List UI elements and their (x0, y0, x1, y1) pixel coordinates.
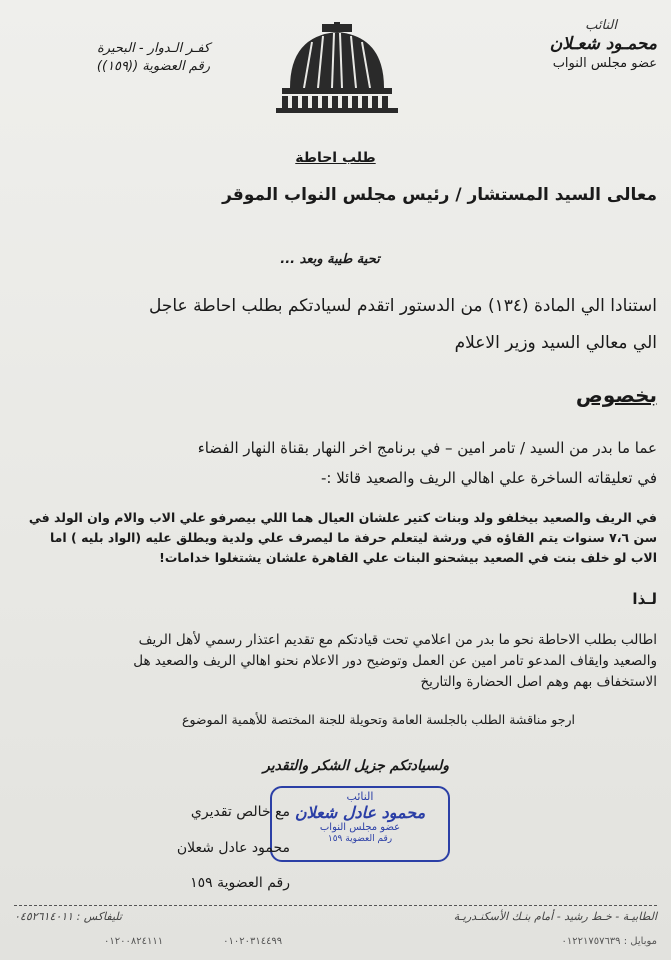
header-membership-number: رقم العضوية ((١٥٩)) (96, 59, 210, 75)
paragraph-demands-line-1: اطالب بطلب الاحاطة نحو ما بدر من اعلامي تحت قيادتكم مع تقديم اعتذار رسمي لأهل الريف (138, 632, 657, 648)
signature-name: محمود عادل شعلان (176, 839, 290, 856)
signature-block (120, 795, 290, 902)
parliament-dome-icon (262, 22, 412, 114)
subject-heading: بخصوص (575, 383, 657, 407)
paragraph-demands-line-2: والصعيد وايقاف المدعو تامر امين عن العمل وتوضيح دور الاعلام نحنو اهالي الريف والصعيد هل (133, 652, 657, 669)
quoted-statement-line-3: الاب لو خلف بنت في الصعيد بيشحنو البنات علي القاهرة علشان يشتغلوا خدامات! (159, 550, 657, 565)
paragraph-intro-line-1: استنادا الي المادة (١٣٤) من الدستور اتقدم لسيادتكم بطلب احاطة عاجل (148, 296, 657, 316)
document-title: طلب احاطة (295, 150, 376, 166)
quoted-statement (14, 508, 657, 568)
header-member-block (457, 18, 657, 72)
greeting: تحية طيبة وبعد ... (280, 252, 380, 267)
paragraph-demands-line-3: الاستخفاف بهم وهم اصل الحضارة والتاريخ (420, 673, 657, 690)
header-member-role: عضو مجلس النواب (552, 55, 657, 71)
paragraph-subject-line-2: في تعليقاته الساخرة علي اهالي الريف والصعيد قائلا :- (320, 469, 657, 487)
stamp-title: النائب (346, 790, 374, 803)
footer-phone-3: ٠١٢٠٠٨٢٤١١١ (104, 936, 164, 947)
header-district-block (30, 40, 210, 76)
stamp-membership: رقم العضوية ١٥٩ (327, 833, 393, 844)
therefore-heading: لـذا (632, 590, 657, 608)
paragraph-demands (14, 630, 657, 693)
stamp-name: محمود عادل شعلان (294, 802, 426, 822)
footer-phone-2: ٠١٠٢٠٣١٤٤٩٩ (223, 936, 283, 947)
signature-regards: مع خالص تقديري (190, 804, 290, 820)
header-district: كفـر الـدوار - البحيرة (96, 41, 210, 56)
stamp-role: عضو مجلس النواب (319, 822, 401, 834)
signature-membership: رقم العضوية ١٥٩ (190, 875, 290, 892)
footer-contact (14, 910, 657, 923)
paragraph-subject-line-1: عما ما بدر من السيد / تامر امين – في برنامج اخر النهار بقناة النهار الفضاء (197, 439, 657, 457)
addressee: معالى السيد المستشار / رئيس مجلس النواب الموقر (222, 185, 657, 205)
closing-line: ولسيادتكم جزيل الشكر والتقدير (263, 758, 449, 774)
footer-telefax: تليفاكس : ٠٤٥٢٦١٤٠١١ (14, 910, 122, 923)
header-member-title: النائب (585, 18, 617, 33)
header-member-name: محمـود شعـلان (549, 34, 657, 55)
quoted-statement-line-2: سن ٧،٦ سنوات يتم القاؤه في ورشة ليتعلم حرفة ما ليصرف علي ولدية ويطلق عليه (الواد بليه ) اما (49, 530, 657, 545)
paragraph-intro-line-2: الي معالي السيد وزير الاعلام (454, 333, 657, 354)
paragraph-subject (14, 433, 657, 493)
paragraph-request: ارجو مناقشة الطلب بالجلسة العامة وتحويلة للجنة المختصة للأهمية الموضوع (182, 712, 575, 727)
footer-divider (14, 905, 657, 906)
quoted-statement-line-1: في الريف والصعيد بيخلفو ولد وبنات كتير علشان العيال هما اللي بيصرفو علي الاب والام وان الولد في (28, 510, 657, 525)
footer-address: الطابيـة - خـط رشيد - أمام بنـك الأسكنـدريـة (453, 910, 657, 923)
footer-phone-1: موبايل : ٠١٢٢١٧٥٧٦٣٩ (561, 936, 657, 947)
paragraph-intro (14, 288, 657, 363)
footer-phones (14, 936, 657, 947)
official-stamp (270, 786, 450, 862)
